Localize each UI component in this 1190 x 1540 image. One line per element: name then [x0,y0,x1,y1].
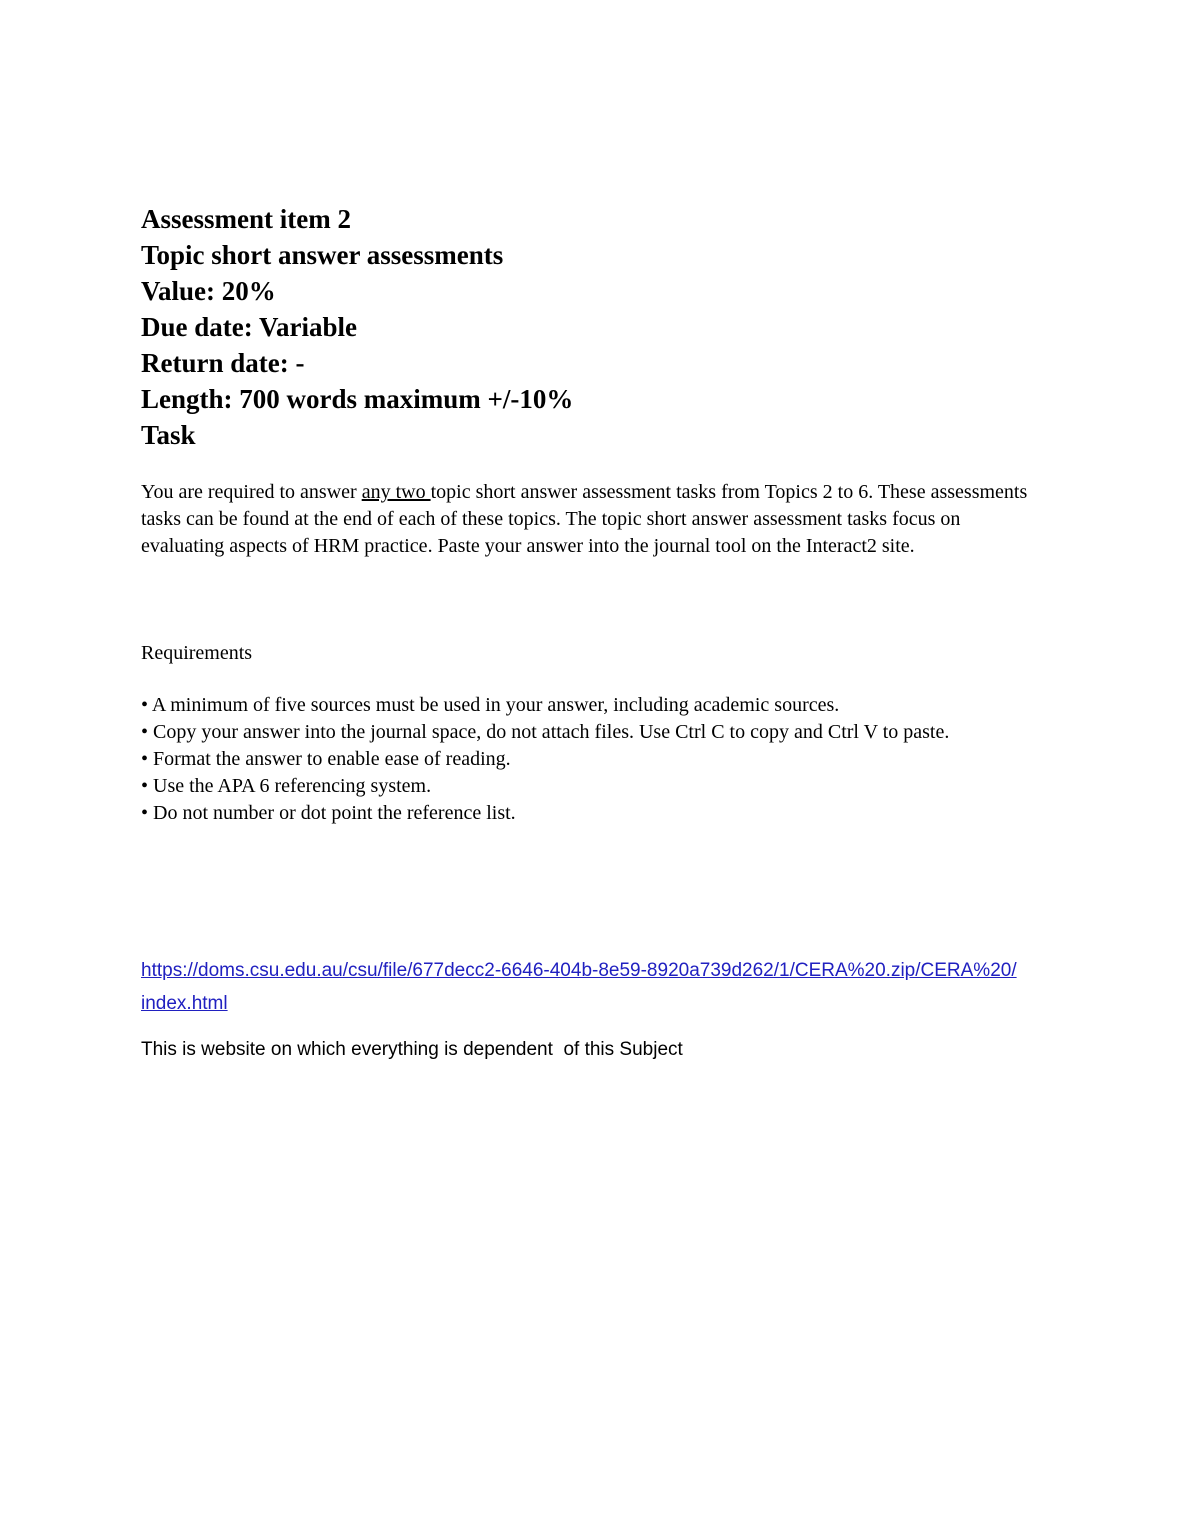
intro-text-end: topic short answer assessment tasks from Topics 2 to 6. These assessments tasks can be found at the end of each of these topics. The topic short answer assessment tasks focus on evaluating aspects of HRM practice. Paste your answer into the journal tool on the Interact2 site. [141,481,1028,557]
requirement-item-format: • Format the answer to enable ease of reading. [141,748,511,770]
document-content [141,201,1047,1063]
intro-paragraph [141,479,1047,560]
cera-link-line2: index.html [141,993,228,1014]
requirements-list [141,692,1047,827]
intro-text-start: You are required to answer [141,481,362,503]
requirement-item-reference-list: • Do not number or dot point the reference list. [141,802,516,824]
website-dependency-note: This is website on which everything is dependent of this Subject [141,1039,683,1060]
heading-task: Task [141,420,196,450]
requirement-item-copy-paste: • Copy your answer into the journal space, do not attach files. Use Ctrl C to copy and Ctrl V to paste. [141,721,950,743]
heading-topic: Topic short answer assessments [141,240,504,270]
link-block [141,954,1047,1020]
assessment-header-block [141,201,1047,453]
requirement-item-apa: • Use the APA 6 referencing system. [141,775,432,797]
cera-link-line1: https://doms.csu.edu.au/csu/file/677decc2-6646-404b-8e59-8920a739d262/1/CERA%20.zip/CERA%20/ [141,960,1017,981]
requirement-item-sources: • A minimum of five sources must be used in your answer, including academic sources. [141,694,840,716]
heading-length: Length: 700 words maximum +/-10% [141,384,574,414]
requirements-heading: Requirements [141,642,253,664]
heading-assessment-item: Assessment item 2 [141,204,351,234]
heading-return-date: Return date: - [141,348,305,378]
intro-text-underlined: any two [361,481,431,503]
cera-website-link[interactable] [141,954,1047,1020]
heading-due-date: Due date: Variable [141,312,357,342]
heading-value: Value: 20% [141,276,276,306]
